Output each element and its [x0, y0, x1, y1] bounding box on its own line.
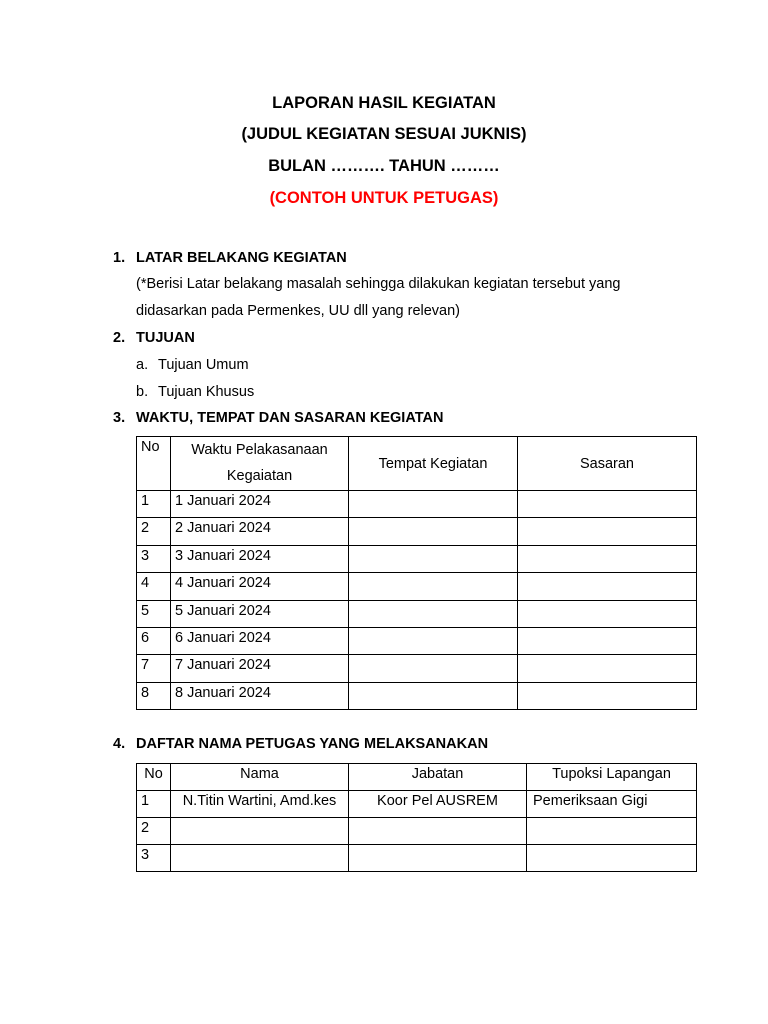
table-row: [137, 491, 697, 518]
staff-table: [136, 763, 697, 872]
table-row: [137, 682, 697, 709]
report-subtitle: (JUDUL KEGIATAN SESUAI JUKNIS): [241, 125, 527, 143]
section2-number: 2.: [113, 330, 126, 346]
cell-no: 1: [137, 491, 171, 518]
table-header-row: [137, 437, 697, 491]
cell-tempat: [349, 545, 518, 572]
schedule-table: [136, 436, 697, 710]
table-row: [137, 791, 697, 818]
section2-heading: TUJUAN: [136, 330, 195, 346]
column-header-tempat: Tempat Kegiatan: [349, 437, 518, 491]
table-row: [137, 845, 697, 872]
cell-waktu: 2 Januari 2024: [171, 518, 349, 545]
cell-no: 3: [137, 845, 171, 872]
cell-no: 1: [137, 791, 171, 818]
cell-sasaran: [518, 627, 697, 654]
table-row: [137, 600, 697, 627]
cell-no: 4: [137, 573, 171, 600]
cell-waktu: 7 Januari 2024: [171, 655, 349, 682]
column-header-sasaran: Sasaran: [518, 437, 697, 491]
cell-waktu: 8 Januari 2024: [171, 682, 349, 709]
section3-heading: WAKTU, TEMPAT DAN SASARAN KEGIATAN: [136, 410, 444, 426]
cell-sasaran: [518, 518, 697, 545]
cell-tempat: [349, 573, 518, 600]
list-item-tujuan-umum: Tujuan Umum: [158, 357, 249, 373]
column-header-tupoksi: Tupoksi Lapangan: [527, 764, 697, 791]
cell-jabatan: [349, 845, 527, 872]
cell-no: 6: [137, 627, 171, 654]
cell-nama: N.Titin Wartini, Amd.kes: [171, 791, 349, 818]
cell-no: 3: [137, 545, 171, 572]
section1-number: 1.: [113, 250, 126, 266]
cell-sasaran: [518, 600, 697, 627]
table-row: [137, 518, 697, 545]
list-item-marker: a.: [136, 357, 149, 373]
cell-sasaran: [518, 682, 697, 709]
cell-jabatan: Koor Pel AUSREM: [349, 791, 527, 818]
cell-waktu: 1 Januari 2024: [171, 491, 349, 518]
cell-tupoksi: [527, 845, 697, 872]
cell-waktu: 4 Januari 2024: [171, 573, 349, 600]
table-row: [137, 655, 697, 682]
list-item-marker: b.: [136, 384, 149, 400]
cell-no: 2: [137, 518, 171, 545]
cell-tupoksi: Pemeriksaan Gigi: [527, 791, 697, 818]
cell-tempat: [349, 600, 518, 627]
column-header-jabatan: Jabatan: [349, 764, 527, 791]
report-title: LAPORAN HASIL KEGIATAN: [272, 94, 496, 112]
report-period: BULAN ………. TAHUN ………: [268, 157, 500, 175]
cell-waktu: 6 Januari 2024: [171, 627, 349, 654]
section1-text-line2: didasarkan pada Permenkes, UU dll yang relevan): [136, 303, 461, 319]
cell-no: 8: [137, 682, 171, 709]
cell-sasaran: [518, 655, 697, 682]
table-row: [137, 627, 697, 654]
column-header-no: No: [137, 437, 171, 491]
cell-nama: [171, 818, 349, 845]
cell-tempat: [349, 627, 518, 654]
cell-sasaran: [518, 491, 697, 518]
cell-nama: [171, 845, 349, 872]
cell-waktu: 3 Januari 2024: [171, 545, 349, 572]
cell-tempat: [349, 655, 518, 682]
cell-tempat: [349, 682, 518, 709]
column-header-waktu-line2: Kegaiatan: [226, 468, 293, 484]
cell-no: 7: [137, 655, 171, 682]
section1-heading: LATAR BELAKANG KEGIATAN: [136, 250, 347, 266]
cell-no: 2: [137, 818, 171, 845]
section1-text-line1: (*Berisi Latar belakang masalah sehingga dilakukan kegiatan tersebut yang: [136, 276, 621, 292]
column-header-waktu-line1: Waktu Pelakasanaan: [191, 442, 328, 458]
report-note: (CONTOH UNTUK PETUGAS): [269, 189, 499, 207]
column-header-waktu: [171, 437, 349, 491]
cell-jabatan: [349, 818, 527, 845]
cell-tupoksi: [527, 818, 697, 845]
cell-tempat: [349, 518, 518, 545]
cell-tempat: [349, 491, 518, 518]
section3-number: 3.: [113, 410, 126, 426]
cell-sasaran: [518, 545, 697, 572]
column-header-nama: Nama: [171, 764, 349, 791]
table-header-row: [137, 764, 697, 791]
column-header-no: No: [137, 764, 171, 791]
cell-waktu: 5 Januari 2024: [171, 600, 349, 627]
table-row: [137, 545, 697, 572]
list-item-tujuan-khusus: Tujuan Khusus: [158, 384, 255, 400]
table-row: [137, 573, 697, 600]
section4-heading: DAFTAR NAMA PETUGAS YANG MELAKSANAKAN: [136, 736, 489, 752]
section4-number: 4.: [113, 736, 126, 752]
table-row: [137, 818, 697, 845]
cell-sasaran: [518, 573, 697, 600]
cell-no: 5: [137, 600, 171, 627]
